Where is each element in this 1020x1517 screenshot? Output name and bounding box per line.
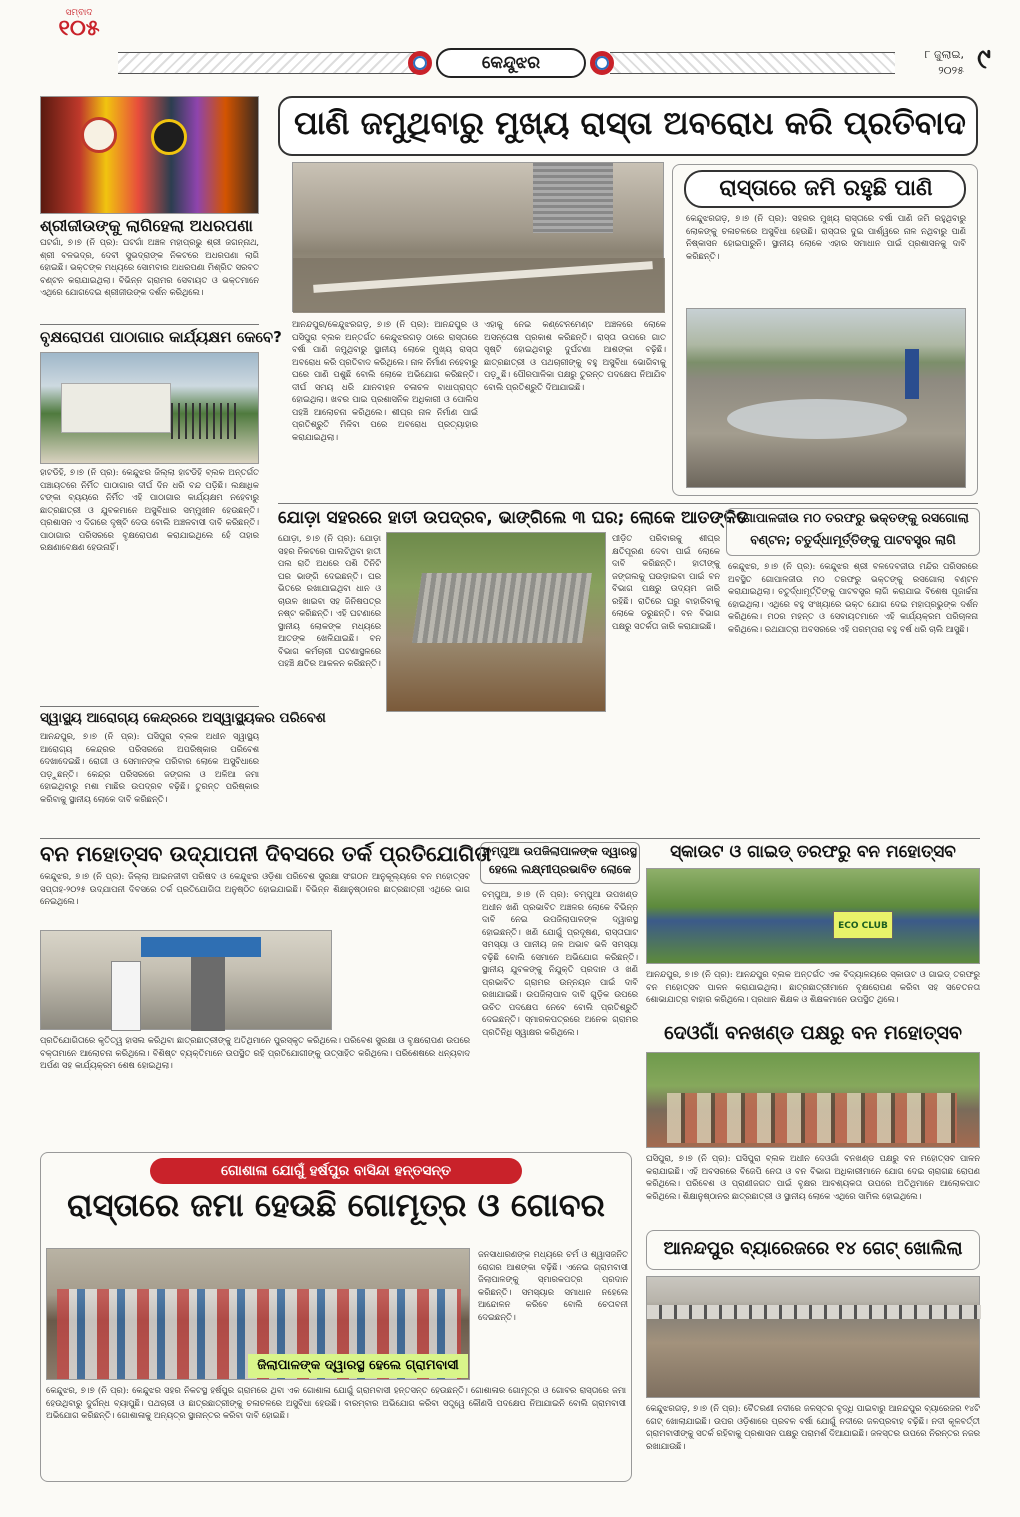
story4-title: ପାଣି ଜମୁଥିବାରୁ ମୁଖ୍ୟ ରାସ୍ତା ଅବରୋଧ କରି ପ୍ରତିବାଦ bbox=[294, 104, 966, 142]
plantation-photo bbox=[646, 1052, 980, 1148]
story13-body: କେନ୍ଦୁଝରଗଡ଼, ୭।୭ (ନି ପ୍ର): ବୈତରଣୀ ନଦୀରେ ଜଳସ୍ତର ବୃଦ୍ଧି ପାଇବାରୁ ଆନନ୍ଦପୁର ବ୍ୟାରେଜର ୧୪ଟି ଗେଟ୍ ଖୋଲାଯାଇଛି। ଉପର ଓଡ଼ିଶାରେ ପ୍ରବଳ ବର୍ଷା ଯୋଗୁଁ ନଦୀରେ ଜଳପ୍ରବାହ ବଢ଼ିଛି। ନଦୀ କୂଳବର୍ତ୍ତୀ ଗ୍ରାମବାସୀଙ୍କୁ ସତର୍କ ରହିବାକୁ ପ୍ରଶାସନ ପକ୍ଷରୁ ପରାମର୍ଶ ଦିଆଯାଇଛି। ଜଳସ୍ତର ଉପରେ ନିରନ୍ତର ନଜର ରଖାଯାଉଛି। bbox=[646, 1403, 980, 1451]
story13-title: ଆନନ୍ଦପୁର ବ୍ୟାରେଜରେ ୧୪ ଗେଟ୍ ଖୋଲିଲା bbox=[663, 1238, 963, 1259]
deities-photo bbox=[40, 96, 259, 214]
flooded-street-photo bbox=[292, 162, 664, 312]
masthead-dot-right bbox=[590, 51, 614, 75]
story7-title-line1: ଗୋପାଳଜୀଉ ମଠ ତରଫରୁ ଭକ୍ତଙ୍କୁ ରସଗୋଲା bbox=[737, 510, 969, 525]
building bbox=[61, 383, 171, 433]
barrage-gates bbox=[647, 1305, 981, 1319]
story11-body: ଘସିପୁରା, ୭।୭ (ନି ପ୍ର): ଘସିପୁରା ବ୍ଲକ ଅଧୀନ ଦେଓଗାଁ ବନଖଣ୍ଡ ପକ୍ଷରୁ ବନ ମହୋତ୍ସବ ପାଳନ କରାଯାଇଛି। ଏହି ଅବସରରେ ବିଜେପି ନେତା ଓ ବନ ବିଭାଗ ଅଧିକାରୀମାନେ ଯୋଗ ଦେଇ ଚାରାଗଛ ରୋପଣ କରିଥିଲେ। ପରିବେଶ ଓ ପ୍ରାଣୀଜଗତ ପାଇଁ ବୃକ୍ଷର ଆବଶ୍ୟକତା ଉପରେ ଅତିଥିମାନେ ଆଲୋକପାତ କରିଥିଲେ। ଶିକ୍ଷାନୁଷ୍ଠାନର ଛାତ୍ରଛାତ୍ରୀ ଓ ସ୍ଥାନୀୟ ଲୋକେ ଏଥିରେ ସାମିଲ ହୋଇଥିଲେ। bbox=[646, 1153, 980, 1201]
story7-body: କେନ୍ଦୁଝର, ୭।୭ (ନି ପ୍ର): କେନ୍ଦୁଝର ଶ୍ରୀ ବଳଦେବଜୀଉ ମନ୍ଦିର ପରିସରରେ ଅବସ୍ଥିତ ଗୋପାଳଜୀଉ ମଠ ତରଫରୁ ଭକ୍ତଙ୍କୁ ରସଗୋଲା ବଣ୍ଟନ କରାଯାଇଥିଲା। ଚତୁର୍ଦ୍ଧାମୂର୍ତ୍ତିଙ୍କୁ ପାଟବସ୍ତ୍ର ଲାଗି କରାଯାଇ ବିଶେଷ ପୂଜାର୍ଚ୍ଚନା ହୋଇଥିଲା। ଏଥିରେ ବହୁ ସଂଖ୍ୟାରେ ଭକ୍ତ ଯୋଗ ଦେଇ ମହାପ୍ରଭୁଙ୍କ ଦର୍ଶନ କରିଥିଲେ। ମଠର ମହନ୍ତ ଓ ସେବାୟତମାନେ ଏହି କାର୍ଯ୍ୟକ୍ରମ ପରିଚାଳନା କରିଥିଲେ। ରଥଯାତ୍ରା ଅବସରରେ ଏହି ପରମ୍ପରା ବହୁ ବର୍ଷ ଧରି ଚାଲି ଆସୁଛି। bbox=[728, 561, 978, 634]
puddle bbox=[727, 399, 907, 439]
story9-title-line2: ହେଲେ ଲକ୍ଷ୍ମୀପ୍ରଭାବିତ ଲୋକେ bbox=[489, 862, 631, 876]
person bbox=[905, 349, 919, 399]
waterlogged-road-photo bbox=[686, 308, 966, 488]
logo-line1: ସମ୍ବାଦ bbox=[65, 8, 93, 18]
story2-body: ହାଟଡିହି, ୭।୭ (ନି ପ୍ର): କେନ୍ଦୁଝର ଜିଲ୍ଲା ହାଟଡିହି ବ୍ଲକ ଅନ୍ତର୍ଗତ ପଞ୍ଚାୟତରେ ନିର୍ମିତ ପାଠାଗାର ଦୀର୍ଘ ଦିନ ଧରି ବନ୍ଦ ପଡ଼ିଛି। ଲକ୍ଷାଧିକ ଟଙ୍କା ବ୍ୟୟରେ ନିର୍ମିତ ଏହି ପାଠାଗାର କାର୍ଯ୍ୟକ୍ଷମ ନହେବାରୁ ଛାତ୍ରଛାତ୍ରୀ ଓ ଯୁବକମାନେ ଅସୁବିଧାର ସମ୍ମୁଖୀନ ହେଉଛନ୍ତି। ପ୍ରଶାସନ ଏ ଦିଗରେ ଦୃଷ୍ଟି ଦେଉ ବୋଲି ଅଞ୍ଚଳବାସୀ ଦାବି କରିଛନ୍ତି। ପାଠାଗାର ପରିସରରେ ବୃକ୍ଷରୋପଣ କରାଯାଇଥିଲେ ହେଁ ତାହାର ରକ୍ଷଣାବେକ୍ଷଣ ହେଉନାହିଁ। bbox=[40, 467, 259, 552]
scouts-photo bbox=[646, 868, 980, 964]
deity-face-1 bbox=[81, 117, 117, 153]
story12-badge: ଗୋଶାଳା ଯୋଗୁଁ ହର୍ଷପୁର ବାସିନ୍ଦା ହନ୍ତସନ୍ତ bbox=[150, 1158, 522, 1184]
masthead-band-left bbox=[118, 52, 418, 74]
story1-title: ଶ୍ରୀଜୀଉଙ୍କୁ ଲାଗିହେଲା ଅଧରପଣା bbox=[40, 216, 253, 235]
story8-title: ବନ ମହୋତ୍ସବ ଉଦ୍‌ଯାପନୀ ଦିବସରେ ତର୍କ ପ୍ରତିଯୋଗିତା bbox=[40, 842, 492, 866]
page-number: ୯ bbox=[977, 42, 991, 75]
story5-body: କେନ୍ଦୁଝରଗଡ଼, ୭।୭ (ନି ପ୍ର): ସହରର ମୁଖ୍ୟ ରାସ୍ତାରେ ବର୍ଷା ପାଣି ଜମି ରହୁଥିବାରୁ ଲୋକଙ୍କୁ ଚଳାଚଳରେ ଅସୁବିଧା ହେଉଛି। ରାସ୍ତାର ଦୁଇ ପାର୍ଶ୍ୱରେ ନାଳ ନଥିବାରୁ ପାଣି ନିଷ୍କାସନ ହୋଇପାରୁନି। ସ୍ଥାନୀୟ ଲୋକେ ଏହାର ସମାଧାନ ପାଇଁ ପ୍ରଶାସନକୁ ଦାବି କରିଛନ୍ତି। bbox=[686, 213, 966, 261]
story2-title: ବୃକ୍ଷରୋପଣ ପାଠାଗାର କାର୍ଯ୍ୟକ୍ଷମ କେବେ? bbox=[40, 328, 282, 346]
story8-body: କେନ୍ଦୁଝର, ୭।୭ (ନି ପ୍ର): ଜିଲ୍ଲା ଆଇନଜୀବୀ ପରିଷଦ ଓ କେନ୍ଦୁଝର ଓଡ଼ିଶା ପରିବେଶ ସୁରକ୍ଷା ସଂଗଠନ ଆନୁକୂଲ୍ୟରେ ବନ ମହୋତ୍ସବ ସପ୍ତାହ-୨୦୨୫ ଉଦ୍‌ଯାପନୀ ଦିବସରେ ତର୍କ ପ୍ରତିଯୋଗିତା ଅନୁଷ୍ଠିତ ହୋଇଯାଇଛି। ବିଭିନ୍ନ ଶିକ୍ଷାନୁଷ୍ଠାନର ଛାତ୍ରଛାତ୍ରୀ ଏଥିରେ ଭାଗ ନେଇଥିଲେ। bbox=[40, 871, 470, 906]
eco-club-label: ECO CLUB bbox=[838, 921, 888, 931]
story10-body: ଆନନ୍ଦପୁର, ୭।୭ (ନି ପ୍ର): ଆନନ୍ଦପୁର ବ୍ଲକ ଅନ୍ତର୍ଗତ ଏକ ବିଦ୍ୟାଳୟରେ ସ୍କାଉଟ ଓ ଗାଇଡ୍ ତରଫରୁ ବନ ମହୋତ୍ସବ ପାଳନ କରାଯାଇଥିଲା। ଛାତ୍ରଛାତ୍ରୀମାନେ ବୃକ୍ଷରୋପଣ କରିବା ସହ ସଚେତନତା ଶୋଭାଯାତ୍ରା ବାହାର କରିଥିଲେ। ପ୍ରଧାନ ଶିକ୍ଷକ ଓ ଶିକ୍ଷକମାନେ ଉପସ୍ଥିତ ଥିଲେ। bbox=[646, 969, 980, 1004]
story4-body2: ଏହାକୁ ନେଇ କଣ୍ଟେନମେଣ୍ଟ ଅଞ୍ଚଳରେ ଲୋକେ ଅସନ୍ତୋଷ ପ୍ରକାଶ କରିଛନ୍ତି। ରାସ୍ତା ଉପରେ ଗାତ ସୃଷ୍ଟି ହୋଇଥିବାରୁ ଦୁର୍ଘଟଣା ଆଶଙ୍କା ବଢ଼ିଛି। ଛାତ୍ରଛାତ୍ରୀ ଓ ପଥଚାରୀଙ୍କୁ ବହୁ ଅସୁବିଧା ଭୋଗିବାକୁ ପଡ଼ୁଛି। ପୌରପାଳିକା ପକ୍ଷରୁ ତୁରନ୍ତ ପଦକ୍ଷେପ ନିଆଯିବ ବୋଲି ପ୍ରତିଶ୍ରୁତି ଦିଆଯାଇଛି। bbox=[484, 319, 666, 392]
logo-number: ୧୦୫ bbox=[58, 16, 100, 41]
masthead-dot-left bbox=[408, 51, 432, 75]
masthead bbox=[0, 0, 1020, 90]
story6-title: ଯୋଡ଼ା ସହରରେ ହାତୀ ଉପଦ୍ରବ, ଭାଙ୍ଗିଲେ ୩ ଘର; ଲୋକେ ଆତଙ୍କିତ bbox=[278, 508, 749, 528]
story3-body: ଆନନ୍ଦପୁର, ୭।୭ (ନି ପ୍ର): ଘସିପୁରା ବ୍ଲକ ଅଧୀନ ସ୍ୱାସ୍ଥ୍ୟ ଆରୋଗ୍ୟ କେନ୍ଦ୍ରର ପରିସରରେ ଅପରିଷ୍କାର ପରିବେଶ ଦେଖାଦେଇଛି। ରୋଗୀ ଓ ସେମାନଙ୍କ ପରିବାର ଲୋକେ ଅସୁବିଧାରେ ପଡ଼ୁଛନ୍ତି। କେନ୍ଦ୍ର ପରିସରରେ ଜଙ୍ଗଲ ଓ ଅଳିଆ ଜମା ହୋଇଥିବାରୁ ମଶା ମାଛିର ଉପଦ୍ରବ ବଢ଼ିଛି। ତୁରନ୍ତ ପରିଷ୍କାର କରିବାକୁ ସ୍ଥାନୀୟ ଲୋକେ ଦାବି କରିଛନ୍ତି। bbox=[40, 731, 259, 804]
tin-roof bbox=[412, 573, 592, 643]
divider bbox=[40, 324, 259, 325]
divider bbox=[278, 503, 978, 504]
story6-body2: ପୀଡ଼ିତ ପରିବାରକୁ ଶୀଘ୍ର କ୍ଷତିପୂରଣ ଦେବା ପାଇଁ ଲୋକେ ଦାବି କରିଛନ୍ତି। ହାତୀଙ୍କୁ ଜଙ୍ଗଲକୁ ଘଉଡ଼ାଇବା ପାଇଁ ବନ ବିଭାଗ ପକ୍ଷରୁ ଉଦ୍ୟମ ଜାରି ରହିଛି। ରାତିରେ ଘରୁ ବାହାରିବାକୁ ଲୋକେ ଡରୁଛନ୍ତି। ବନ ବିଭାଗ ପକ୍ଷରୁ ସତର୍କତା ଜାରି କରାଯାଇଛି। bbox=[612, 533, 720, 631]
story3-title: ସ୍ୱାସ୍ଥ୍ୟ ଆରୋଗ୍ୟ କେନ୍ଦ୍ରରେ ଅସ୍ୱାସ୍ଥ୍ୟକର ପରିବେଶ bbox=[40, 710, 326, 726]
library-photo bbox=[40, 352, 259, 464]
story8-body2: ପ୍ରତିଯୋଗିତାରେ କୃତିତ୍ୱ ହାସଲ କରିଥିବା ଛାତ୍ରଛାତ୍ରୀଙ୍କୁ ଅତିଥିମାନେ ପୁରସ୍କୃତ କରିଥିଲେ। ପରିବେଶ ସୁରକ୍ଷା ଓ ବୃକ୍ଷରୋପଣ ଉପରେ ବକ୍ତାମାନେ ଆଲୋଚନା କରିଥିଲେ। ବିଶିଷ୍ଟ ବ୍ୟକ୍ତିମାନେ ଉପସ୍ଥିତ ରହି ପ୍ରତିଯୋଗୀଙ୍କୁ ଉତ୍ସାହିତ କରିଥିଲେ। ପରିଶେଷରେ ଧନ୍ୟବାଦ ଅର୍ପଣ ସହ କାର୍ଯ୍ୟକ୍ରମ ଶେଷ ହୋଇଥିଲା। bbox=[40, 1035, 470, 1070]
story5-title: ରାସ୍ତାରେ ଜମି ରହୁଛି ପାଣି bbox=[719, 176, 933, 201]
story1-body: ଘଟଗାଁ, ୭।୭ (ନି ପ୍ର): ଘଟଗାଁ ଅଞ୍ଚଳ ମହାପ୍ରଭୁ ଶ୍ରୀ ଜଗନ୍ନାଥ, ଶ୍ରୀ ବଳଭଦ୍ର, ଦେବୀ ସୁଭଦ୍ରାଙ୍କ ନିକଟରେ ଅଧରପଣା ଲାଗି ହୋଇଛି। ଭକ୍ତଙ୍କ ମଧ୍ୟରେ ସୋମବାର ଅଧରପଣା ମିଶ୍ରିତ ସରବତ ବଣ୍ଟନ କରାଯାଇଥିଲା। ବିଭିନ୍ନ ଗ୍ରାମର ସେବାୟତ ଓ ଭକ୍ତମାନେ ଏଥିରେ ଯୋଗଦେଇ ଶ୍ରୀଜୀଉଙ୍କ ଦର୍ଶନ କରିଥିଲେ। bbox=[40, 237, 259, 297]
story7-title-line2: ବଣ୍ଟନ; ଚତୁର୍ଦ୍ଧାମୂର୍ତ୍ତିଙ୍କୁ ପାଟବସ୍ତ୍ର ଲାଗି bbox=[750, 532, 956, 547]
banner bbox=[141, 937, 261, 957]
story10-title: ସ୍କାଉଟ ଓ ଗାଇଡ୍ ତରଫରୁ ବନ ମହୋତ୍ସବ bbox=[670, 842, 956, 862]
divider bbox=[40, 706, 259, 707]
story11-title: ଦେଓଗାଁ ବନଖଣ୍ଡ ପକ୍ଷରୁ ବନ ମହୋତ୍ସବ bbox=[664, 1022, 962, 1044]
story9-title-line1: ଚମ୍ପୁଆ ଉପଜିଲାପାଳଙ୍କ ଦ୍ୱାରସ୍ଥ bbox=[483, 844, 637, 858]
story6-body: ଯୋଡ଼ା, ୭।୭ (ନି ପ୍ର): ଯୋଡ଼ା ସହର ନିକଟରେ ପାଲଟିଥିବା ହାତୀ ପଲ ରାତି ଅଧରେ ପଶି ତିନିଟି ଘର ଭାଙ୍ଗି ଦେଇଛନ୍ତି। ଘର ଭିତରେ ରଖାଯାଇଥିବା ଧାନ ଓ ଚାଉଳ ଖାଇବା ସହ ଜିନିଷପତ୍ର ନଷ୍ଟ କରିଛନ୍ତି। ଏହି ଘଟଣାରେ ସ୍ଥାନୀୟ ଲୋକଙ୍କ ମଧ୍ୟରେ ଆତଙ୍କ ଖେଳିଯାଇଛି। ବନ ବିଭାଗ କର୍ମଚାରୀ ଘଟଣାସ୍ଥଳରେ ପହଞ୍ଚି କ୍ଷତିର ଆକଳନ କରିଛନ୍ତି। bbox=[278, 533, 381, 668]
section-label: କେନ୍ଦୁଝର bbox=[436, 48, 586, 78]
barrage-photo bbox=[646, 1276, 980, 1398]
date-line1: ୮ ଜୁଲାଇ, bbox=[924, 48, 964, 61]
shutter bbox=[533, 163, 613, 233]
story12-caption: ଜିଲାପାଳଙ୍କ ଦ୍ୱାରସ୍ଥ ହେଲେ ଗ୍ରାମବାସୀ bbox=[248, 1354, 468, 1378]
story12-body: କେନ୍ଦୁଝର, ୭।୭ (ନି ପ୍ର): କେନ୍ଦୁଝର ସହର ନିକଟସ୍ଥ ହର୍ଷପୁର ଗ୍ରାମରେ ଥିବା ଏକ ଗୋଶାଳା ଯୋଗୁଁ ଗ୍ରାମବାସୀ ହନ୍ତସନ୍ତ ହେଉଛନ୍ତି। ଗୋଶାଳାର ଗୋମୂତ୍ର ଓ ଗୋବର ରାସ୍ତାରେ ଜମା ହେଉଥିବାରୁ ଦୁର୍ଗନ୍ଧ ବ୍ୟାପୁଛି। ପଥଚାରୀ ଓ ଛାତ୍ରଛାତ୍ରୀଙ୍କୁ ଚଳାଚଳରେ ଅସୁବିଧା ହେଉଛି। ବାରମ୍ବାର ଅଭିଯୋଗ କରିବା ସତ୍ତ୍ୱେ କୌଣସି ପଦକ୍ଷେପ ନିଆଯାଇନି ବୋଲି ଗ୍ରାମବାସୀ ଅଭିଯୋଗ କରିଛନ୍ତି। ଗୋଶାଳାକୁ ଅନ୍ୟତ୍ର ସ୍ଥାନାନ୍ତର କରିବା ଦାବି ହୋଇଛି। bbox=[46, 1385, 626, 1420]
gate bbox=[171, 403, 241, 439]
story9-body: ଚମ୍ପୁଆ, ୭।୭ (ନି ପ୍ର): ଚମ୍ପୁଆ ଉପଖଣ୍ଡ ଅଧୀନ ଖଣି ପ୍ରଭାବିତ ଅଞ୍ଚଳର ଲୋକେ ବିଭିନ୍ନ ଦାବି ନେଇ ଉପଜିଲାପାଳଙ୍କ ଦ୍ୱାରସ୍ଥ ହୋଇଛନ୍ତି। ଖଣି ଯୋଗୁଁ ପ୍ରଦୂଷଣ, ରାସ୍ତାଘାଟ ସମସ୍ୟା ଓ ପାନୀୟ ଜଳ ଅଭାବ ଭଳି ସମସ୍ୟା ବଢ଼ିଛି ବୋଲି ସେମାନେ ଅଭିଯୋଗ କରିଛନ୍ତି। ସ୍ଥାନୀୟ ଯୁବକଙ୍କୁ ନିଯୁକ୍ତି ପ୍ରଦାନ ଓ ଖଣି ପ୍ରଭାବିତ ଗ୍ରାମର ଉନ୍ନୟନ ପାଇଁ ଦାବି ରଖାଯାଇଛି। ଉପଜିଲାପାଳ ଦାବି ଗୁଡ଼ିକ ଉପରେ ଉଚିତ ପଦକ୍ଷେପ ନେବେ ବୋଲି ପ୍ରତିଶ୍ରୁତି ଦେଇଛନ୍ତି। ସ୍ମାରକପତ୍ରରେ ଅନେକ ଗ୍ରାମର ପ୍ରତିନିଧି ସ୍ୱାକ୍ଷର କରିଥିଲେ। bbox=[482, 889, 638, 1037]
debate-award-photo bbox=[40, 930, 332, 1030]
eco-club-banner bbox=[833, 911, 893, 939]
divider bbox=[40, 838, 980, 839]
story12-title: ରାସ୍ତାରେ ଜମା ହେଉଛି ଗୋମୂତ୍ର ଓ ଗୋବର bbox=[67, 1186, 605, 1224]
damaged-house-photo bbox=[386, 532, 606, 712]
deity-face-2 bbox=[151, 119, 187, 155]
date-line2: ୨୦୨୫ bbox=[938, 64, 964, 77]
guest bbox=[191, 957, 225, 1031]
officials-group bbox=[667, 1093, 957, 1143]
story12-side: ଜନସାଧାରଣଙ୍କ ମଧ୍ୟରେ ଚର୍ମ ଓ ଶ୍ୱାସଜନିତ ରୋଗର ଆଶଙ୍କା ବଢ଼ିଛି। ଏନେଇ ଗ୍ରାମବାସୀ ଜିଲାପାଳଙ୍କୁ ସ୍ମାରକପତ୍ର ପ୍ରଦାନ କରିଛନ୍ତି। ସମସ୍ୟାର ସମାଧାନ ନହେଲେ ଆନ୍ଦୋଳନ କରିବେ ବୋଲି ଚେତାବନୀ ଦେଇଛନ୍ତି। bbox=[478, 1249, 628, 1322]
logo bbox=[44, 8, 114, 58]
masthead-band-right bbox=[610, 52, 895, 74]
student bbox=[111, 961, 141, 1031]
story4-body: ଆନନ୍ଦପୁର/କେନ୍ଦୁଝରଗଡ଼, ୭।୭ (ନି ପ୍ର): ଆନନ୍ଦପୁର ଓ ଘସିପୁରା ବ୍ଲକ ଅନ୍ତର୍ଗତ କେନ୍ଦୁଝରଗଡ଼ ଠାରେ ରାସ୍ତାରେ ବର୍ଷା ପାଣି ଜମୁଥିବାରୁ ସ୍ଥାନୀୟ ଲୋକେ ମୁଖ୍ୟ ରାସ୍ତା ଅବରୋଧ କରି ପ୍ରତିବାଦ କରିଥିଲେ। ନାଳ ନିର୍ମାଣ ନହେବାରୁ ଘରେ ପାଣି ପଶୁଛି ବୋଲି ଲୋକେ ଅଭିଯୋଗ କରିଛନ୍ତି। ଦୀର୍ଘ ସମୟ ଧରି ଯାନବାହନ ଚଳାଚଳ ବାଧାପ୍ରାପ୍ତ ହୋଇଥିଲା। ଖବର ପାଇ ପ୍ରଶାସନିକ ଅଧିକାରୀ ଓ ପୋଲିସ ପହଞ୍ଚି ଆଲୋଚନା କରିଥିଲେ। ଶୀଘ୍ର ନାଳ ନିର୍ମାଣ ପାଇଁ ପ୍ରତିଶ୍ରୁତି ମିଳିବା ପରେ ଅବରୋଧ ପ୍ରତ୍ୟାହାର କରାଯାଇଥିଲା। bbox=[292, 319, 478, 442]
